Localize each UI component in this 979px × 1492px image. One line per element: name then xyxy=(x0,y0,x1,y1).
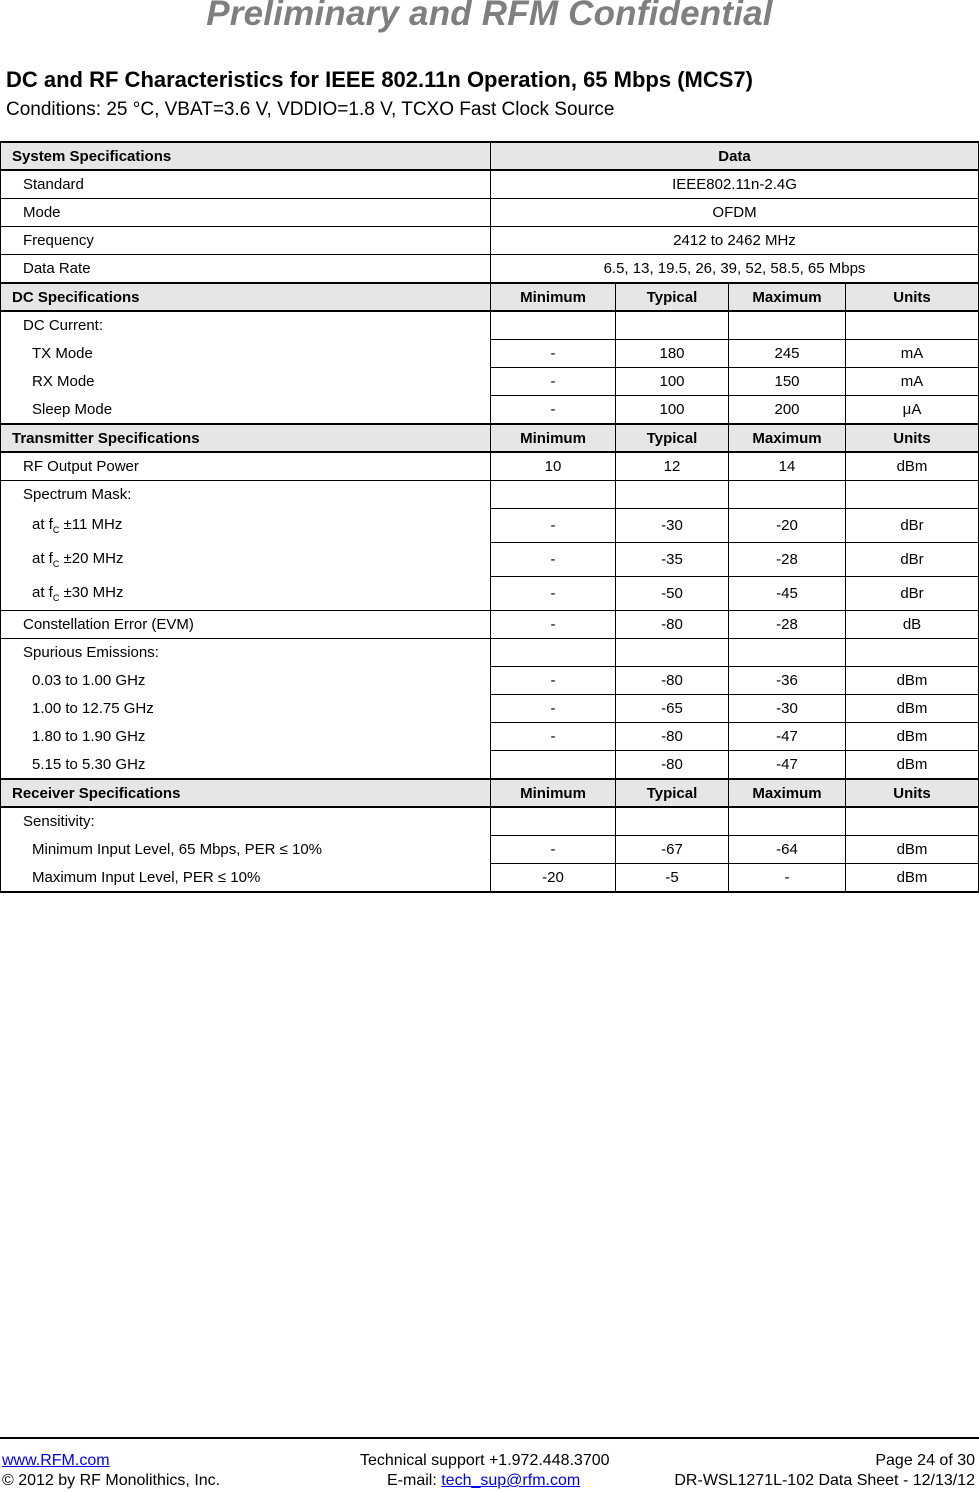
group-label: Sensitivity: xyxy=(1,807,491,836)
min-column-header: Minimum xyxy=(491,424,616,452)
min-value: - xyxy=(491,723,616,751)
min-value: - xyxy=(491,836,616,864)
table-row xyxy=(1,340,979,368)
row-label: Standard xyxy=(1,170,491,199)
typ-value: 12 xyxy=(616,452,729,481)
units-value: dBr xyxy=(846,577,979,611)
mask-offset: ±20 MHz xyxy=(59,550,124,567)
group-label: Spurious Emissions: xyxy=(1,639,491,667)
row-label xyxy=(1,577,491,611)
row-label: Mode xyxy=(1,199,491,227)
units-value: mA xyxy=(846,368,979,396)
min-value: - xyxy=(491,340,616,368)
typ-value: -35 xyxy=(616,543,729,577)
typ-value: -67 xyxy=(616,836,729,864)
support-email-link[interactable]: tech_sup@rfm.com xyxy=(441,1472,581,1489)
max-column-header: Maximum xyxy=(729,424,846,452)
min-column-header: Minimum xyxy=(491,283,616,311)
tx-spec-header-row xyxy=(1,424,979,452)
row-label: Frequency xyxy=(1,227,491,255)
units-value: dBm xyxy=(846,751,979,780)
typ-value: -65 xyxy=(616,695,729,723)
max-value: -64 xyxy=(729,836,846,864)
units-value: dBm xyxy=(846,723,979,751)
table-row xyxy=(1,255,979,284)
max-value: -28 xyxy=(729,611,846,639)
support-email-line xyxy=(387,1472,580,1490)
units-value: dB xyxy=(846,611,979,639)
typ-value: -80 xyxy=(616,723,729,751)
typ-column-header: Typical xyxy=(616,424,729,452)
max-value: 245 xyxy=(729,340,846,368)
row-value: 2412 to 2462 MHz xyxy=(491,227,979,255)
row-value: OFDM xyxy=(491,199,979,227)
typ-value: 100 xyxy=(616,368,729,396)
confidential-watermark: Preliminary and RFM Confidential xyxy=(206,0,773,33)
table-row xyxy=(1,311,979,340)
min-value: 10 xyxy=(491,452,616,481)
units-value: dBm xyxy=(846,695,979,723)
row-label: 1.00 to 12.75 GHz xyxy=(1,695,491,723)
footer-divider xyxy=(0,1437,979,1439)
typ-column-header: Typical xyxy=(616,779,729,807)
rx-spec-header: Receiver Specifications xyxy=(1,779,491,807)
units-value: dBm xyxy=(846,836,979,864)
max-value: -47 xyxy=(729,723,846,751)
min-value: -20 xyxy=(491,864,616,893)
table-row xyxy=(1,577,979,611)
mask-prefix: at f xyxy=(32,583,53,601)
max-value: -36 xyxy=(729,667,846,695)
units-column-header: Units xyxy=(846,283,979,311)
mask-prefix: at f xyxy=(32,550,53,567)
row-label: RF Output Power xyxy=(1,452,491,481)
row-label: Minimum Input Level, 65 Mbps, PER ≤ 10% xyxy=(1,836,491,864)
min-value xyxy=(491,751,616,780)
units-value: dBr xyxy=(846,509,979,543)
table-row xyxy=(1,170,979,199)
table-row xyxy=(1,396,979,425)
typ-value: -5 xyxy=(616,864,729,893)
mask-offset: ±11 MHz xyxy=(59,516,123,533)
units-value: mA xyxy=(846,340,979,368)
row-label: Sleep Mode xyxy=(1,396,491,425)
typ-value: 100 xyxy=(616,396,729,425)
carrier-subscript: C xyxy=(52,525,60,535)
max-value: 14 xyxy=(729,452,846,481)
row-label: 5.15 to 5.30 GHz xyxy=(1,751,491,780)
min-value: - xyxy=(491,509,616,543)
carrier-subscript: C xyxy=(52,559,60,569)
table-row xyxy=(1,611,979,639)
typ-value: -80 xyxy=(616,611,729,639)
email-label: E-mail: xyxy=(387,1472,442,1489)
typ-value: -30 xyxy=(616,509,729,543)
mask-prefix: at f xyxy=(32,516,53,533)
units-value: dBm xyxy=(846,667,979,695)
table-row xyxy=(1,481,979,509)
typ-value: -50 xyxy=(616,577,729,611)
system-spec-header: System Specifications xyxy=(1,142,491,170)
table-row xyxy=(1,639,979,667)
row-label: Maximum Input Level, PER ≤ 10% xyxy=(1,864,491,893)
document-id: DR-WSL1271L-102 Data Sheet - 12/13/12 xyxy=(674,1472,975,1489)
website-link[interactable]: www.RFM.com xyxy=(2,1452,110,1469)
row-label: Constellation Error (EVM) xyxy=(1,611,491,639)
max-value: -45 xyxy=(729,577,846,611)
dc-spec-header-row xyxy=(1,283,979,311)
carrier-subscript: C xyxy=(52,592,60,603)
max-value: -28 xyxy=(729,543,846,577)
row-label: TX Mode xyxy=(1,340,491,368)
table-row xyxy=(1,667,979,695)
table-row xyxy=(1,227,979,255)
table-row xyxy=(1,807,979,836)
section-heading: DC and RF Characteristics for IEEE 802.11n Operation, 65 Mbps (MCS7) xyxy=(6,67,753,92)
table-row xyxy=(1,199,979,227)
max-column-header: Maximum xyxy=(729,283,846,311)
table-row xyxy=(1,751,979,780)
min-value: - xyxy=(491,611,616,639)
dc-spec-header: DC Specifications xyxy=(1,283,491,311)
min-column-header: Minimum xyxy=(491,779,616,807)
characteristics-table xyxy=(0,141,979,893)
units-column-header: Units xyxy=(846,424,979,452)
max-column-header: Maximum xyxy=(729,779,846,807)
page-number: Page 24 of 30 xyxy=(875,1452,975,1469)
table-row xyxy=(1,836,979,864)
min-value: - xyxy=(491,667,616,695)
group-label: DC Current: xyxy=(1,311,491,340)
rx-spec-header-row xyxy=(1,779,979,807)
row-label: 0.03 to 1.00 GHz xyxy=(1,667,491,695)
mask-offset: ±30 MHz xyxy=(59,583,124,601)
typ-value: -80 xyxy=(616,667,729,695)
row-value: 6.5, 13, 19.5, 26, 39, 52, 58.5, 65 Mbps xyxy=(491,255,979,284)
units-value: dBr xyxy=(846,543,979,577)
units-column-header: Units xyxy=(846,779,979,807)
test-conditions: Conditions: 25 °C, VBAT=3.6 V, VDDIO=1.8 V, TCXO Fast Clock Source xyxy=(6,99,615,120)
max-value: -47 xyxy=(729,751,846,780)
row-label xyxy=(1,509,491,543)
row-label: RX Mode xyxy=(1,368,491,396)
typ-value: 180 xyxy=(616,340,729,368)
row-label xyxy=(1,543,491,577)
row-label: Data Rate xyxy=(1,255,491,284)
table-row xyxy=(1,543,979,577)
table-row xyxy=(1,509,979,543)
typ-value: -80 xyxy=(616,751,729,780)
units-value: μA xyxy=(846,396,979,425)
row-label: 1.80 to 1.90 GHz xyxy=(1,723,491,751)
min-value: - xyxy=(491,543,616,577)
tx-spec-header: Transmitter Specifications xyxy=(1,424,491,452)
min-value: - xyxy=(491,577,616,611)
table-row xyxy=(1,723,979,751)
units-value: dBm xyxy=(846,452,979,481)
max-value: -20 xyxy=(729,509,846,543)
min-value: - xyxy=(491,695,616,723)
row-value: IEEE802.11n-2.4G xyxy=(491,170,979,199)
table-row xyxy=(1,368,979,396)
table-row xyxy=(1,864,979,893)
data-column-header: Data xyxy=(491,142,979,170)
group-label: Spectrum Mask: xyxy=(1,481,491,509)
system-spec-header-row xyxy=(1,142,979,170)
table-row xyxy=(1,452,979,481)
min-value: - xyxy=(491,368,616,396)
units-value: dBm xyxy=(846,864,979,893)
typ-column-header: Typical xyxy=(616,283,729,311)
max-value: - xyxy=(729,864,846,893)
max-value: 200 xyxy=(729,396,846,425)
max-value: 150 xyxy=(729,368,846,396)
min-value: - xyxy=(491,396,616,425)
max-value: -30 xyxy=(729,695,846,723)
table-row xyxy=(1,695,979,723)
copyright-text: © 2012 by RF Monolithics, Inc. xyxy=(2,1472,221,1489)
support-phone: Technical support +1.972.448.3700 xyxy=(360,1452,610,1469)
